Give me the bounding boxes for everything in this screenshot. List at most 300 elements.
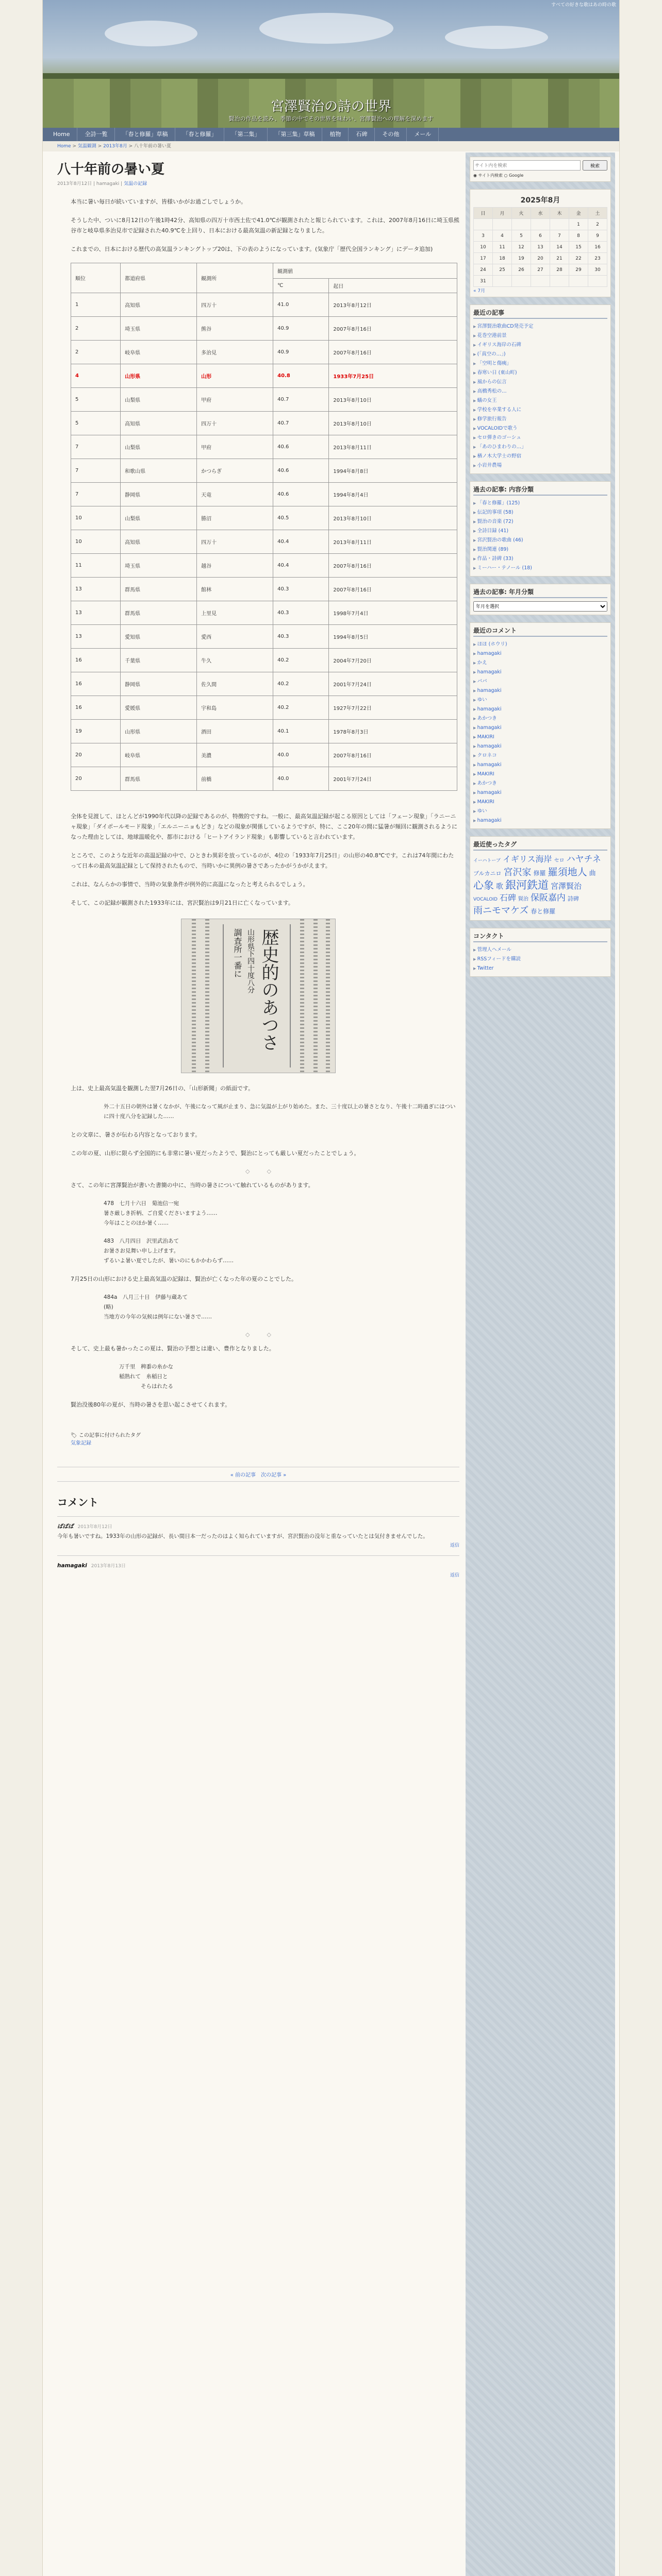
calendar-day[interactable]: 25 xyxy=(493,264,512,276)
table-cell: 2007年8月16日 xyxy=(329,554,457,578)
table-cell: 和歌山県 xyxy=(121,459,197,483)
calendar-day[interactable]: 22 xyxy=(569,253,588,264)
calendar-title: 2025年8月 xyxy=(520,196,560,205)
table-cell: 40.2 xyxy=(273,672,329,696)
table-cell: 40.3 xyxy=(273,625,329,649)
comment-author: ばばば xyxy=(57,1523,74,1530)
calendar-day[interactable]: 21 xyxy=(550,253,569,264)
calendar-day[interactable]: 6 xyxy=(531,230,550,242)
table-cell: 10 xyxy=(71,506,121,530)
calendar-day[interactable]: 16 xyxy=(588,242,607,253)
table-cell: 2001年7月24日 xyxy=(329,672,457,696)
tag-link[interactable]: イーハトーブ xyxy=(473,858,501,863)
recent-comment-link[interactable]: ▶ hamagaki xyxy=(473,686,607,696)
table-cell: 13 xyxy=(71,601,121,625)
body-paragraph: これは、なんらかの事情で、当時の気象条件が例外的に高温になったと考えられるでしょう。 xyxy=(71,881,309,888)
table-cell: 1927年7月22日 xyxy=(329,696,457,720)
table-cell: かつらぎ xyxy=(197,459,273,483)
contact-link[interactable]: ▶ 管理人へメール xyxy=(473,945,607,955)
table-cell: 群馬県 xyxy=(121,578,197,601)
calendar-day xyxy=(512,276,531,287)
table-row xyxy=(71,554,457,578)
table-cell: 1994年8月5日 xyxy=(329,625,457,649)
calendar-day xyxy=(550,276,569,287)
body-paragraph: さて、この年に宮澤賢治が書いた書簡の中に、当時の暑さについて触れているものがあります。 xyxy=(71,1182,314,1189)
table-cell: 2013年8月10日 xyxy=(329,388,457,412)
comment-header xyxy=(57,1561,459,1571)
category-link[interactable]: ▶ 宮沢賢治の歌曲 (46) xyxy=(473,536,607,545)
recent-comment-link[interactable]: ▶ MAKIRI xyxy=(473,733,607,742)
table-header-cell: 起日 xyxy=(329,279,457,293)
comment-text: 今年も暑いですね。1933年の山形の記録が、長い間日本一だったのはよく知られていますが、宮沢賢治の没年と重なっていたとは気付きませんでした。 xyxy=(57,1533,428,1539)
calendar-day xyxy=(550,219,569,230)
table-cell: 四万十 xyxy=(197,530,273,554)
table-cell: 20 xyxy=(71,767,121,791)
table-header-row xyxy=(71,263,457,279)
recent-comment-link[interactable]: ▶ ババ xyxy=(473,677,607,686)
tag-link[interactable]: 宮沢家 xyxy=(503,867,532,878)
tag-link[interactable]: 詩碑 xyxy=(567,895,579,902)
calendar-day[interactable]: 10 xyxy=(474,242,493,253)
nav-link[interactable]: 「春と修羅」草稿 xyxy=(115,128,175,141)
table-row xyxy=(71,483,457,506)
calendar-day[interactable]: 11 xyxy=(493,242,512,253)
table-cell: 山形 xyxy=(197,364,273,388)
recent-comment-link[interactable]: ▶ hamagaki xyxy=(473,788,607,798)
table-header-cell: ℃ xyxy=(273,279,329,293)
table-cell: 愛知県 xyxy=(121,625,197,649)
breadcrumb-item: 八十年前の暑い夏 xyxy=(134,144,172,149)
tag-link[interactable]: セロ xyxy=(554,858,565,863)
calendar-day[interactable]: 4 xyxy=(493,230,512,242)
table-cell: 千葉県 xyxy=(121,649,197,672)
calendar-day[interactable]: 9 xyxy=(588,230,607,242)
table-cell: 16 xyxy=(71,696,121,720)
calendar-day[interactable]: 23 xyxy=(588,253,607,264)
table-cell: 美濃 xyxy=(197,743,273,767)
comment-reply-link[interactable]: 返信 xyxy=(450,1573,459,1578)
tag-link[interactable]: 羅須地人 xyxy=(548,867,587,878)
archive-heading: 過去の記事: 年月分類 xyxy=(473,587,607,598)
table-cell: 40.4 xyxy=(273,530,329,554)
comment-item xyxy=(57,1516,459,1555)
recent-post-link[interactable]: ▶ (「真空の…」) xyxy=(473,350,607,359)
table-cell: 甲府 xyxy=(197,388,273,412)
table-cell: 1978年8月3日 xyxy=(329,720,457,743)
table-row xyxy=(71,412,457,435)
recent-comment-link[interactable]: ▶ hamagaki xyxy=(473,705,607,714)
table-cell: 7 xyxy=(71,435,121,459)
tag-cloud-heading: 最近使ったタグ xyxy=(473,840,607,851)
calendar-day[interactable]: 2 xyxy=(588,219,607,230)
table-cell: 2013年8月10日 xyxy=(329,412,457,435)
breadcrumb: Home > 気温観測 > 2013年8月 > 八十年前の暑い夏 xyxy=(43,141,619,151)
breadcrumb-item[interactable]: 気温観測 xyxy=(77,144,96,149)
recent-comment-link[interactable]: ▶ MAKIRI xyxy=(473,798,607,807)
table-cell: 5 xyxy=(71,388,121,412)
comment-author: hamagaki xyxy=(57,1563,87,1569)
search-button[interactable]: 検索 xyxy=(583,160,607,171)
table-cell: 越谷 xyxy=(197,554,273,578)
table-cell: 7 xyxy=(71,459,121,483)
tag-link[interactable]: イギリス海岸 xyxy=(502,854,552,864)
recent-comment-link[interactable]: ▶ クロネコ xyxy=(473,751,607,760)
calendar-day[interactable]: 19 xyxy=(512,253,531,264)
table-row xyxy=(71,649,457,672)
recent-comment-link[interactable]: ▶ ゆい xyxy=(473,807,607,816)
calendar-day[interactable]: 5 xyxy=(512,230,531,242)
table-cell: 2007年8月16日 xyxy=(329,743,457,767)
category-link[interactable]: ▶ 「春と修羅」(125) xyxy=(473,499,607,508)
table-cell: 山形県 xyxy=(121,364,197,388)
table-cell: 群馬県 xyxy=(121,767,197,791)
recent-post-link[interactable]: ▶ 楢ノ木大学士の野宿 xyxy=(473,452,607,461)
category-link[interactable]: ▶ 全詩目録 (41) xyxy=(473,527,607,536)
nav-link[interactable]: 「春と修羅」 xyxy=(175,128,224,141)
table-cell: 高知県 xyxy=(121,530,197,554)
calendar-day[interactable]: 14 xyxy=(550,242,569,253)
recent-comment-link[interactable]: ▶ ゆい xyxy=(473,696,607,705)
letter-quote: 484a 八月三十日 伊藤与蔵あて (略) 当地方の今年の気候は例年にない暑さで…… xyxy=(104,1294,212,1320)
recent-post-link[interactable]: ▶ 花巻空港前景 xyxy=(473,331,607,341)
temperature-ranking-table xyxy=(71,263,457,791)
table-cell: 40.9 xyxy=(273,341,329,364)
table-cell: 多治見 xyxy=(197,341,273,364)
tag-link[interactable]: 銀河鉄道 xyxy=(505,879,549,891)
recent-comment-link[interactable]: ▶ MAKIRI xyxy=(473,770,607,779)
calendar-day xyxy=(493,219,512,230)
newspaper-subhead: 山形県下四十度八分 xyxy=(246,928,255,993)
categories-widget xyxy=(470,481,611,577)
table-cell: 20 xyxy=(71,743,121,767)
table-header-cell: 都道府県 xyxy=(121,263,197,293)
table-cell: 40.0 xyxy=(273,743,329,767)
table-cell: 埼玉県 xyxy=(121,317,197,341)
table-row xyxy=(71,601,457,625)
calendar-day[interactable]: 3 xyxy=(474,230,493,242)
nav-link[interactable]: その他 xyxy=(375,128,407,141)
tag-link[interactable]: 雨ニモマケズ xyxy=(473,905,529,916)
table-cell: 40.8 xyxy=(273,364,329,388)
table-cell: 1998年7月4日 xyxy=(329,601,457,625)
recent-post-link[interactable]: ▶ 「空明と傷痍」 xyxy=(473,359,607,368)
calendar-day[interactable]: 13 xyxy=(531,242,550,253)
recent-comment-link[interactable]: ▶ あかつき xyxy=(473,779,607,788)
newspaper-quote: 外二十五日の朝外は暑くなかが、午後になって風が止まり、急に気温が上がり始めた。また、三十度以上の暑さとなり、午後十二時過ぎにはついに四十度八分を記録した…… xyxy=(104,1104,456,1120)
search-option-google[interactable]: ○ Google xyxy=(504,173,524,178)
table-row xyxy=(71,388,457,412)
table-cell: 熊谷 xyxy=(197,317,273,341)
calendar-day[interactable]: 28 xyxy=(550,264,569,276)
breadcrumb-item[interactable]: Home xyxy=(57,144,71,149)
category-link[interactable]: ▶ 賢治の音楽 (72) xyxy=(473,517,607,527)
recent-post-link[interactable]: ▶ VOCALOIDで歌う xyxy=(473,424,607,433)
intro-paragraph: 本当に暑い毎日が続いていますが、皆様いかがお過ごしでしょうか。 xyxy=(71,198,246,205)
table-cell: 前橋 xyxy=(197,767,273,791)
table-cell: 40.4 xyxy=(273,554,329,578)
table-row xyxy=(71,317,457,341)
tag-link[interactable]: ハヤチネ xyxy=(566,854,601,865)
tag-link[interactable]: ブルカニロ xyxy=(473,870,502,877)
table-cell: 11 xyxy=(71,554,121,578)
categories-heading: 過去の記事: 内容分類 xyxy=(473,485,607,496)
post-author: hamagaki xyxy=(96,181,120,187)
calendar-day[interactable]: 26 xyxy=(512,264,531,276)
calendar-day[interactable]: 17 xyxy=(474,253,493,264)
table-cell: 2007年8月16日 xyxy=(329,341,457,364)
nav-link[interactable]: 全詩一覧 xyxy=(77,128,115,141)
calendar-day[interactable]: 8 xyxy=(569,230,588,242)
table-cell: 40.1 xyxy=(273,720,329,743)
calendar-day xyxy=(493,276,512,287)
table-cell: 四万十 xyxy=(197,412,273,435)
table-row xyxy=(71,767,457,791)
recent-comment-link[interactable]: ▶ hamagaki xyxy=(473,723,607,733)
category-link[interactable]: ▶ 賢治関連 (89) xyxy=(473,545,607,554)
tag-link[interactable]: 宮澤賢治 xyxy=(551,882,582,891)
table-cell: 埼玉県 xyxy=(121,554,197,578)
page xyxy=(42,0,620,2576)
body-paragraph: 上は、史上最高気温を観測した翌7月26日の、「山形新聞」の紙面です。 xyxy=(71,1085,254,1092)
letter-quote: 483 八月四日 沢里武治あて お暑さお見舞い申し上げます。 ずるいよ暑い夏でしたが、暑いのにもかかわらず…… xyxy=(104,1238,234,1264)
table-cell: 2004年7月20日 xyxy=(329,649,457,672)
recent-posts-widget xyxy=(470,304,611,474)
table-cell: 5 xyxy=(71,412,121,435)
table-cell: 2007年8月16日 xyxy=(329,317,457,341)
post-tags xyxy=(71,1431,459,1446)
comment-item xyxy=(57,1555,459,1585)
body-paragraph: ところで、このような近年の高温記録の中で、ひときわ異彩を放っているのが、4位の「1933年7月25日」の山形の40.8℃です。これは74年間にわたって日本の最高気温記録として保持されたもので、当時いかに異例の暑さであったかがうかがえます。 xyxy=(71,852,454,869)
table-cell: 山梨県 xyxy=(121,506,197,530)
recent-post-link[interactable]: ▶ イギリス海岸の石碑 xyxy=(473,341,607,350)
table-cell: 山梨県 xyxy=(121,388,197,412)
table-cell: 高知県 xyxy=(121,293,197,317)
calendar-prev-link[interactable]: « 7月 xyxy=(473,289,486,294)
tag-icon: 🏷 xyxy=(71,1433,77,1438)
calendar-weekday: 日 xyxy=(474,208,493,219)
table-cell: 四万十 xyxy=(197,293,273,317)
table-cell: 40.6 xyxy=(273,483,329,506)
table-cell: 40.5 xyxy=(273,506,329,530)
recent-comment-link[interactable]: ▶ hamagaki xyxy=(473,668,607,677)
calendar-day xyxy=(569,276,588,287)
tag-link[interactable]: 春と修羅 xyxy=(531,908,556,915)
table-cell: 13 xyxy=(71,578,121,601)
table-row xyxy=(71,743,457,767)
table-cell: 2013年8月11日 xyxy=(329,435,457,459)
tag-link[interactable]: 曲 xyxy=(589,870,596,877)
calendar-weekday: 月 xyxy=(493,208,512,219)
body-paragraph: 賢治没後80年の夏が、当時の暑さを思い起こさせてくれます。 xyxy=(71,1401,231,1408)
calendar-day[interactable]: 20 xyxy=(531,253,550,264)
calendar-day[interactable]: 18 xyxy=(493,253,512,264)
calendar-weekday: 土 xyxy=(588,208,607,219)
nav-link[interactable]: Home xyxy=(46,128,77,141)
table-cell: 上里見 xyxy=(197,601,273,625)
recent-comment-link[interactable]: ▶ あかつき xyxy=(473,714,607,723)
nav-link[interactable]: 石碑 xyxy=(349,128,375,141)
category-link[interactable]: ▶ ミーハー・テノール (18) xyxy=(473,564,607,573)
tag-link[interactable]: 保阪嘉内 xyxy=(530,893,566,903)
table-cell: 40.2 xyxy=(273,696,329,720)
nav-link[interactable]: メール xyxy=(407,128,439,141)
table-cell: 宇和島 xyxy=(197,696,273,720)
post-title: 八十年前の暑い夏 xyxy=(57,162,165,177)
calendar-day xyxy=(588,276,607,287)
post-pagination[interactable]: « 前の記事 次の記事 » xyxy=(57,1467,459,1482)
breadcrumb-item[interactable]: 2013年8月 xyxy=(103,144,127,149)
main-nav xyxy=(43,128,619,141)
tag-link[interactable]: 心象 xyxy=(473,879,494,891)
table-row xyxy=(71,506,457,530)
contact-heading: コンタクト xyxy=(473,931,607,942)
contact-link[interactable]: ▶ Twitter xyxy=(473,964,607,973)
intro-paragraph: これまでの、日本における歴代の高気温ランキングトップ20は、下の表のようになっています。(気象庁「歴代全国ランキング」にデータ追加) xyxy=(71,246,433,252)
archive-widget xyxy=(470,584,611,615)
table-cell: 勝沼 xyxy=(197,506,273,530)
nav-link[interactable]: 「第三集」草稿 xyxy=(268,128,322,141)
calendar-day xyxy=(531,276,550,287)
recent-post-link[interactable]: ▶ 高橋秀松の… xyxy=(473,387,607,396)
post-meta: 2013年8月12日 | hamagaki | 気温の記録 xyxy=(57,181,147,187)
tag-cloud-widget xyxy=(470,836,611,921)
recent-comment-link[interactable]: ▶ hamagaki xyxy=(473,816,607,825)
calendar-day[interactable]: 12 xyxy=(512,242,531,253)
tag-link[interactable]: 気象記録 xyxy=(71,1440,91,1446)
comment-header xyxy=(57,1522,459,1532)
separator: ◇ ◇ xyxy=(245,1168,271,1175)
calendar-day[interactable]: 27 xyxy=(531,264,550,276)
tag-link[interactable]: 石碑 xyxy=(499,893,516,903)
calendar-weekday: 木 xyxy=(550,208,569,219)
table-header-cell: 観測値 xyxy=(273,263,457,279)
table-cell: 41.0 xyxy=(273,293,329,317)
recent-post-link[interactable]: ▶ 風からの伝言 xyxy=(473,378,607,387)
table-cell: 佐久間 xyxy=(197,672,273,696)
table-cell: 岐阜県 xyxy=(121,743,197,767)
calendar-day[interactable]: 24 xyxy=(474,264,493,276)
recent-post-link[interactable]: ▶ 宮澤賢治歌曲CD発売予定 xyxy=(473,322,607,331)
site-header-banner xyxy=(43,0,619,128)
letter-quote: 478 七月十六日 菊池信一宛 暑さ厳しき折柄、ご自愛くださいますよう…… 今年はことのほか暑く…… xyxy=(104,1200,218,1226)
table-cell: 2013年8月12日 xyxy=(329,293,457,317)
recent-post-link[interactable]: ▶ 小岩井農場 xyxy=(473,461,607,470)
calendar-weekday: 金 xyxy=(569,208,588,219)
recent-post-link[interactable]: ▶ 「あのひまわりの…」 xyxy=(473,443,607,452)
recent-comment-link[interactable]: ▶ hamagaki xyxy=(473,742,607,751)
table-row xyxy=(71,578,457,601)
calendar-day[interactable]: 15 xyxy=(569,242,588,253)
contact-widget xyxy=(470,928,611,977)
newspaper-scan-image xyxy=(181,919,336,1073)
archive-select[interactable] xyxy=(473,601,607,612)
table-cell: 40.6 xyxy=(273,459,329,483)
table-row xyxy=(71,435,457,459)
newspaper-headline: 歴史的のあつさ xyxy=(258,928,279,1051)
table-cell: 40.0 xyxy=(273,767,329,791)
calendar-day[interactable]: 7 xyxy=(550,230,569,242)
tag-link[interactable]: 賢治 xyxy=(518,896,528,902)
main-content xyxy=(57,152,459,1585)
nav-link[interactable]: 「第二集」 xyxy=(224,128,268,141)
category-link[interactable]: ▶ 伝記的事項 (58) xyxy=(473,508,607,517)
recent-comment-link[interactable]: ▶ ほほ (ホウリ) xyxy=(473,640,607,649)
search-input[interactable] xyxy=(473,160,581,171)
post-category-link[interactable]: 気温の記録 xyxy=(124,181,147,187)
recent-post-link[interactable]: ▶ 春寒い日 (東山町) xyxy=(473,368,607,378)
recent-comment-link[interactable]: ▶ hamagaki xyxy=(473,649,607,658)
site-subtitle: 賢治の作品を読み、季節の中でその世界を味わい、宮澤賢治への理解を深めます xyxy=(228,115,434,122)
table-cell: 40.6 xyxy=(273,435,329,459)
calendar-weekday: 火 xyxy=(512,208,531,219)
calendar-day[interactable]: 29 xyxy=(569,264,588,276)
table-cell: 愛西 xyxy=(197,625,273,649)
body-paragraph: 7月25日の山形における史上最高気温の記録は、賢治が亡くなった年の夏のことでした。 xyxy=(71,1276,297,1282)
recent-comment-link[interactable]: ▶ かえ xyxy=(473,658,607,668)
recent-post-link[interactable]: ▶ 学校を卒業する人に xyxy=(473,405,607,415)
category-link[interactable]: ▶ 作品・詩碑 (33) xyxy=(473,554,607,564)
table-row xyxy=(71,364,457,388)
recent-post-link[interactable]: ▶ セロ弾きのゴーシュ xyxy=(473,433,607,443)
recent-post-link[interactable]: ▶ 修学旅行報告 xyxy=(473,415,607,424)
table-cell: 2007年8月16日 xyxy=(329,578,457,601)
table-row xyxy=(71,530,457,554)
calendar-table xyxy=(473,207,607,287)
body-paragraph: この年の夏、山形に限らず全国的にも非常に暑い夏だったようで、賢治にとっても厳しい夏だったことでしょう。 xyxy=(71,1150,360,1157)
table-cell: 7 xyxy=(71,483,121,506)
comment-list xyxy=(57,1516,459,1585)
table-row xyxy=(71,341,457,364)
table-cell: 2001年7月24日 xyxy=(329,767,457,791)
calendar-day xyxy=(474,219,493,230)
poem-quote: 万千里 稗黍の糸かな 稲熟れて 糸稲日と そらはれたる xyxy=(119,1364,173,1389)
site-tagline: すべての好きな歌はあの時の歌 xyxy=(551,3,616,8)
table-cell: 高知県 xyxy=(121,412,197,435)
table-cell: 甲府 xyxy=(197,435,273,459)
sidebar xyxy=(466,152,615,2576)
comment-reply-link[interactable]: 返信 xyxy=(450,1543,459,1548)
site-title[interactable]: 宮澤賢治の詩の世界 xyxy=(270,99,391,114)
tag-label: この記事に付けられたタグ xyxy=(78,1433,141,1438)
calendar-day[interactable]: 30 xyxy=(588,264,607,276)
table-cell: 山梨県 xyxy=(121,435,197,459)
tag-link[interactable]: 修羅 xyxy=(533,870,546,877)
tag-link[interactable]: 歌 xyxy=(496,883,503,891)
recent-post-link[interactable]: ▶ 蟻の女王 xyxy=(473,396,607,405)
table-row xyxy=(71,625,457,649)
search-option-site[interactable]: ◉ サイト内検索 xyxy=(473,173,503,178)
body-paragraph: 全体を見渡して、ほとんどが1990年代以降の記録であるのが、特徴的ですね。一般に、最高気温記録が起こる原因としては「フェーン現象」「ラニーニャ現象」「ダイポールモード現象」「エルニーニョもどき」などの現象が関係しているようですが、特に、ここ20年の間に猛暑が頻回に観測されるようになった理由としては、地球温暖化や、都市における「ヒートアイランド現象」も影響していると言われています。 xyxy=(71,813,458,840)
table-cell: 群馬県 xyxy=(121,601,197,625)
table-cell: 愛媛県 xyxy=(121,696,197,720)
body-paragraph: との文章に、暑さが伝わる内容となっております。 xyxy=(71,1131,201,1138)
table-cell: 2 xyxy=(71,341,121,364)
table-cell: 酒田 xyxy=(197,720,273,743)
calendar-day[interactable]: 31 xyxy=(474,276,493,287)
search-widget xyxy=(470,157,611,182)
nav-link[interactable]: 植物 xyxy=(322,128,349,141)
table-row xyxy=(71,720,457,743)
recent-comments-widget xyxy=(470,622,611,829)
table-cell: 2 xyxy=(71,317,121,341)
newspaper-subhead: 調査所一番に xyxy=(233,928,242,978)
calendar-day[interactable]: 1 xyxy=(569,219,588,230)
tag-link[interactable]: VOCALOID xyxy=(473,897,498,902)
contact-link[interactable]: ▶ RSSフィードを購読 xyxy=(473,955,607,964)
table-cell: 天竜 xyxy=(197,483,273,506)
recent-comment-link[interactable]: ▶ hamagaki xyxy=(473,760,607,770)
comment-date: 2013年8月12日 xyxy=(77,1524,112,1530)
